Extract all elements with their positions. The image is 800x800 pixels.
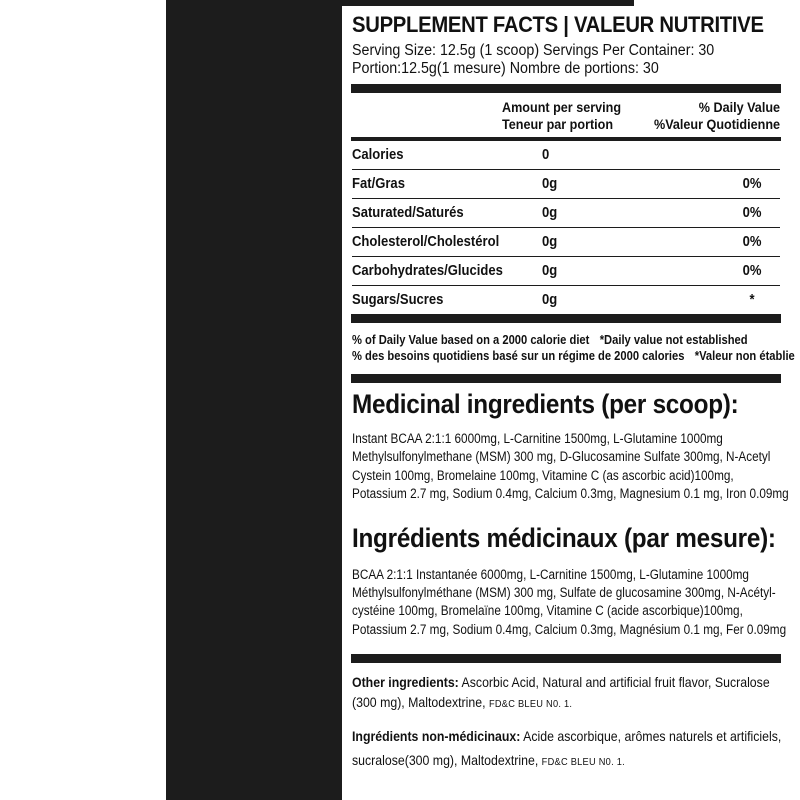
nutrient-name: Sugars/Sucres [352, 292, 444, 308]
nutrient-name: Fat/Gras [352, 176, 405, 192]
serving-line-en: Serving Size: 12.5g (1 scoop) Servings Per Container: 30 [352, 42, 715, 59]
footnote-en-basis: % of Daily Value based on a 2000 calorie diet [352, 332, 590, 347]
nutrient-amount: 0 [542, 147, 550, 163]
nutrient-dv: 0% [742, 205, 762, 221]
medicinal-list-en [352, 430, 789, 504]
ingredient-line: Potassium 2.7 mg, Sodium 0.4mg, Calcium 0.3mg, Magnesium 0.1 mg, Iron 0.09mg [352, 486, 789, 502]
footnote-fr [352, 348, 795, 364]
table-row [352, 169, 780, 198]
other-ingredients-fr-line1: Ingrédients non-médicinaux: Acide ascorbique, arômes naturels et artificiels, [352, 728, 782, 745]
panel-title: SUPPLEMENT FACTS | VALEUR NUTRITIVE [352, 12, 764, 37]
footnote-en-not-established: *Daily value not established [599, 332, 748, 347]
amount-header-fr: Teneur par portion [502, 116, 614, 132]
ingredient-line: cystéine 100mg, Bromelaïne 100mg, Vitamine C (acide ascorbique)100mg, [352, 603, 743, 619]
other-ingredients-en [352, 672, 780, 714]
nutrient-dv: * [749, 292, 755, 308]
table-row [352, 198, 780, 227]
ingredient-line: Methylsulfonylmethane (MSM) 300 mg, D-Glucosamine Sulfate 300mg, N-Acetyl [352, 449, 771, 465]
other-ingredients-en-label: Other ingredients: [352, 674, 459, 691]
nutrient-dv: 0% [742, 263, 762, 279]
other-ingredients-en-line1: Other ingredients: Ascorbic Acid, Natural and artificial fruit flavor, Sucralose [352, 674, 770, 691]
thick-divider [351, 654, 781, 663]
medicinal-heading-en: Medicinal ingredients (per scoop): [352, 389, 739, 419]
nutrient-amount: 0g [542, 292, 558, 308]
nutrient-dv: 0% [742, 176, 762, 192]
footnote-fr-not-established: *Valeur non établie [694, 348, 795, 363]
nutrient-table [352, 141, 780, 314]
nutrient-dv: 0% [742, 234, 762, 250]
nutrient-name: Carbohydrates/Glucides [352, 263, 503, 279]
ingredient-line: Instant BCAA 2:1:1 6000mg, L-Carnitine 1500mg, L-Glutamine 1000mg [352, 431, 723, 446]
dye-name: FD&C BLEU N0. 1. [488, 698, 573, 711]
daily-value-header [654, 99, 780, 133]
other-ingredients-fr [352, 726, 780, 772]
nutrient-amount: 0g [542, 234, 558, 250]
other-ingredients-fr-line2: sucralose(300 mg), Maltodextrine, FD&C BLEU N0. 1. [352, 752, 625, 769]
dye-name: FD&C BLEU N0. 1. [541, 756, 625, 769]
amount-header-en: Amount per serving [502, 99, 622, 115]
table-row [352, 141, 780, 169]
nutrient-name: Saturated/Saturés [352, 205, 464, 221]
supplement-facts-panel [342, 6, 795, 800]
nutrient-amount: 0g [542, 263, 558, 279]
footnote-en [352, 332, 748, 348]
table-header [352, 93, 780, 137]
footnote-fr-basis: % des besoins quotidiens basé sur un régime de 2000 calories [352, 348, 685, 363]
thick-divider [351, 374, 781, 383]
medicinal-list-fr [352, 566, 787, 640]
serving-line-fr: Portion:12.5g(1 mesure) Nombre de portions: 30 [352, 60, 659, 77]
other-ingredients-en-line2: (300 mg), Maltodextrine, FD&C BLEU N0. 1. [352, 694, 573, 711]
amount-header [502, 99, 621, 133]
thick-divider [351, 84, 781, 93]
other-ingredients-fr-label: Ingrédients non-médicinaux: [352, 728, 521, 745]
nutrient-amount: 0g [542, 176, 558, 192]
table-row [352, 256, 780, 285]
nutrient-name: Cholesterol/Cholestérol [352, 234, 500, 250]
ingredient-line: Méthylsulfonylméthane (MSM) 300 mg, Sulfate de glucosamine 300mg, N-Acétyl- [352, 585, 776, 601]
nutrient-amount: 0g [542, 205, 558, 221]
table-row [352, 227, 780, 256]
medicinal-heading-fr: Ingrédients médicinaux (par mesure): [352, 522, 776, 553]
nutrient-name: Calories [352, 147, 404, 163]
ingredient-line: BCAA 2:1:1 Instantanée 6000mg, L-Carnitine 1500mg, L-Glutamine 1000mg [352, 566, 749, 582]
dv-header-fr: %Valeur Quotidienne [653, 116, 780, 132]
daily-value-footnote [352, 323, 795, 374]
table-row [352, 285, 780, 314]
label-border [166, 0, 795, 800]
dv-header-en: % Daily Value [698, 99, 780, 115]
thick-divider [351, 314, 781, 323]
ingredient-line: Potassium 2.7 mg, Sodium 0.4mg, Calcium 0.3mg, Magnésium 0.1 mg, Fer 0.09mg [352, 621, 787, 637]
ingredient-line: Cystein 100mg, Bromelaine 100mg, Vitamine C (as ascorbic acid)100mg, [352, 467, 734, 483]
